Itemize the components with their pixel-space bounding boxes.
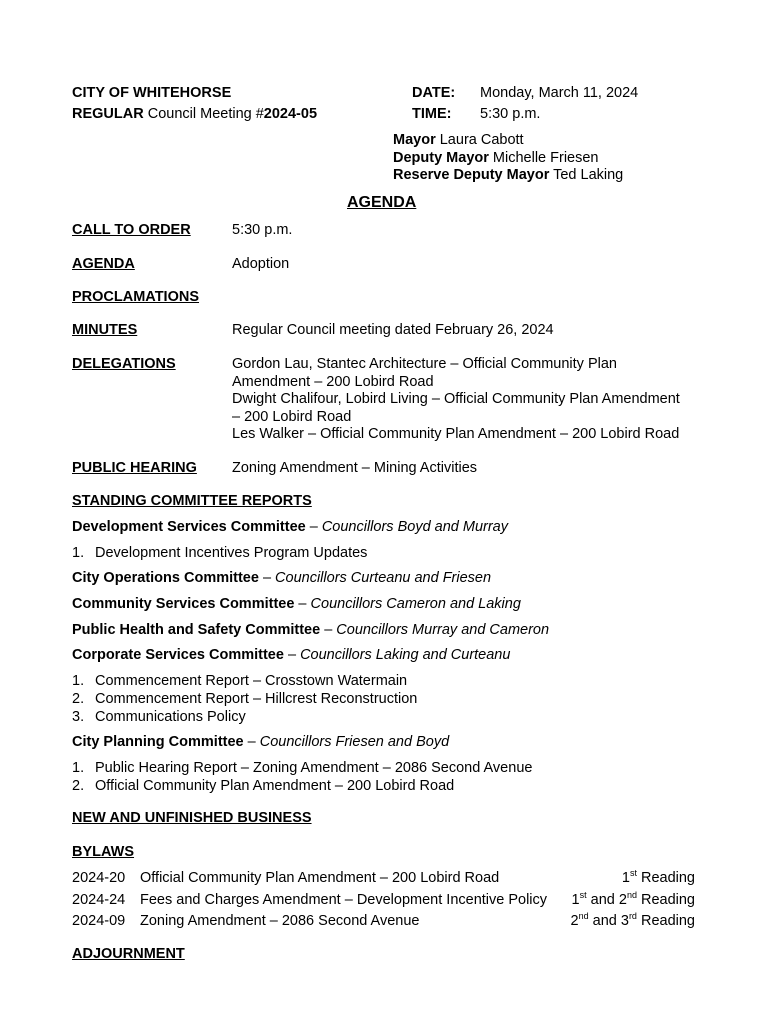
time-value: 5:30 p.m. [480,106,541,122]
delegations-label: DELEGATIONS [72,356,176,372]
agenda-value: Adoption [232,256,290,272]
bylaw-title: Zoning Amendment – 2086 Second Avenue [140,913,420,929]
bylaws-label: BYLAWS [72,844,135,860]
bylaw-number: 2024-09 [72,913,126,929]
city-name: CITY OF WHITEHORSE [72,85,232,101]
committee-heading: City Operations Committee – Councillors Curteanu and Friesen [72,570,492,586]
officials [393,132,623,185]
meeting-title: REGULAR Council Meeting #2024-05 [72,106,318,122]
committee-items [72,544,367,562]
new-business-label: NEW AND UNFINISHED BUSINESS [72,810,312,826]
agenda-label: AGENDA [72,256,135,272]
public-hearing-label: PUBLIC HEARING [72,460,197,476]
official-deputy-mayor: Deputy Mayor Michelle Friesen [393,149,599,166]
bylaw-number: 2024-24 [72,892,126,908]
committee-heading: Community Services Committee – Councillors Cameron and Laking [72,596,521,612]
bylaw-number: 2024-20 [72,870,126,886]
committee-items [72,759,532,795]
list-item: 3. Communications Policy [72,709,246,725]
adjournment-label: ADJOURNMENT [72,946,185,962]
agenda-title: AGENDA [347,194,417,211]
official-reserve-deputy-mayor: Reserve Deputy Mayor Ted Laking [393,167,624,183]
committee-heading: Corporate Services Committee – Councillors Laking and Curteanu [72,647,511,663]
delegation-line: Amendment – 200 Lobird Road [232,373,434,390]
list-item: 1. Development Incentives Program Updates [72,545,368,561]
list-item: 2. Official Community Plan Amendment – 200 Lobird Road [72,778,455,794]
call-to-order-value: 5:30 p.m. [232,222,293,238]
bylaw-reading: 1st and 2nd Reading [571,890,695,908]
list-item: 2. Commencement Report – Hillcrest Reconstruction [72,691,418,707]
committee-heading: Development Services Committee – Councillors Boyd and Murray [72,519,508,535]
bylaw-title: Fees and Charges Amendment – Development Incentive Policy [140,892,548,908]
minutes-value: Regular Council meeting dated February 26, 2024 [232,322,554,338]
committee-heading: City Planning Committee – Councillors Friesen and Boyd [72,734,450,750]
bylaw-reading: 2nd and 3rd Reading [570,911,695,929]
committee-items [72,672,417,726]
delegation-line: Dwight Chalifour, Lobird Living – Official Community Plan Amendment [232,391,680,407]
official-mayor: Mayor Laura Cabott [393,132,524,148]
delegation-line: – 200 Lobird Road [232,408,352,425]
list-item: 1. Commencement Report – Crosstown Watermain [72,673,408,689]
bylaw-reading: 1st Reading [621,868,695,886]
delegations-list [232,356,680,444]
minutes-label: MINUTES [72,322,138,338]
proclamations-label: PROCLAMATIONS [72,289,200,305]
time-label: TIME: [412,106,452,122]
delegation-line: Les Walker – Official Community Plan Amendment – 200 Lobird Road [232,426,680,442]
delegation-line: Gordon Lau, Stantec Architecture – Official Community Plan [232,356,617,372]
committee-heading: Public Health and Safety Committee – Councillors Murray and Cameron [72,622,550,638]
date-label: DATE: [412,85,456,101]
date-value: Monday, March 11, 2024 [480,85,639,101]
public-hearing-value: Zoning Amendment – Mining Activities [232,460,478,476]
list-item: 1. Public Hearing Report – Zoning Amendment – 2086 Second Avenue [72,760,533,776]
bylaw-title: Official Community Plan Amendment – 200 Lobird Road [140,870,500,886]
call-to-order-label: CALL TO ORDER [72,222,191,238]
standing-committee-label: STANDING COMMITTEE REPORTS [72,493,312,509]
